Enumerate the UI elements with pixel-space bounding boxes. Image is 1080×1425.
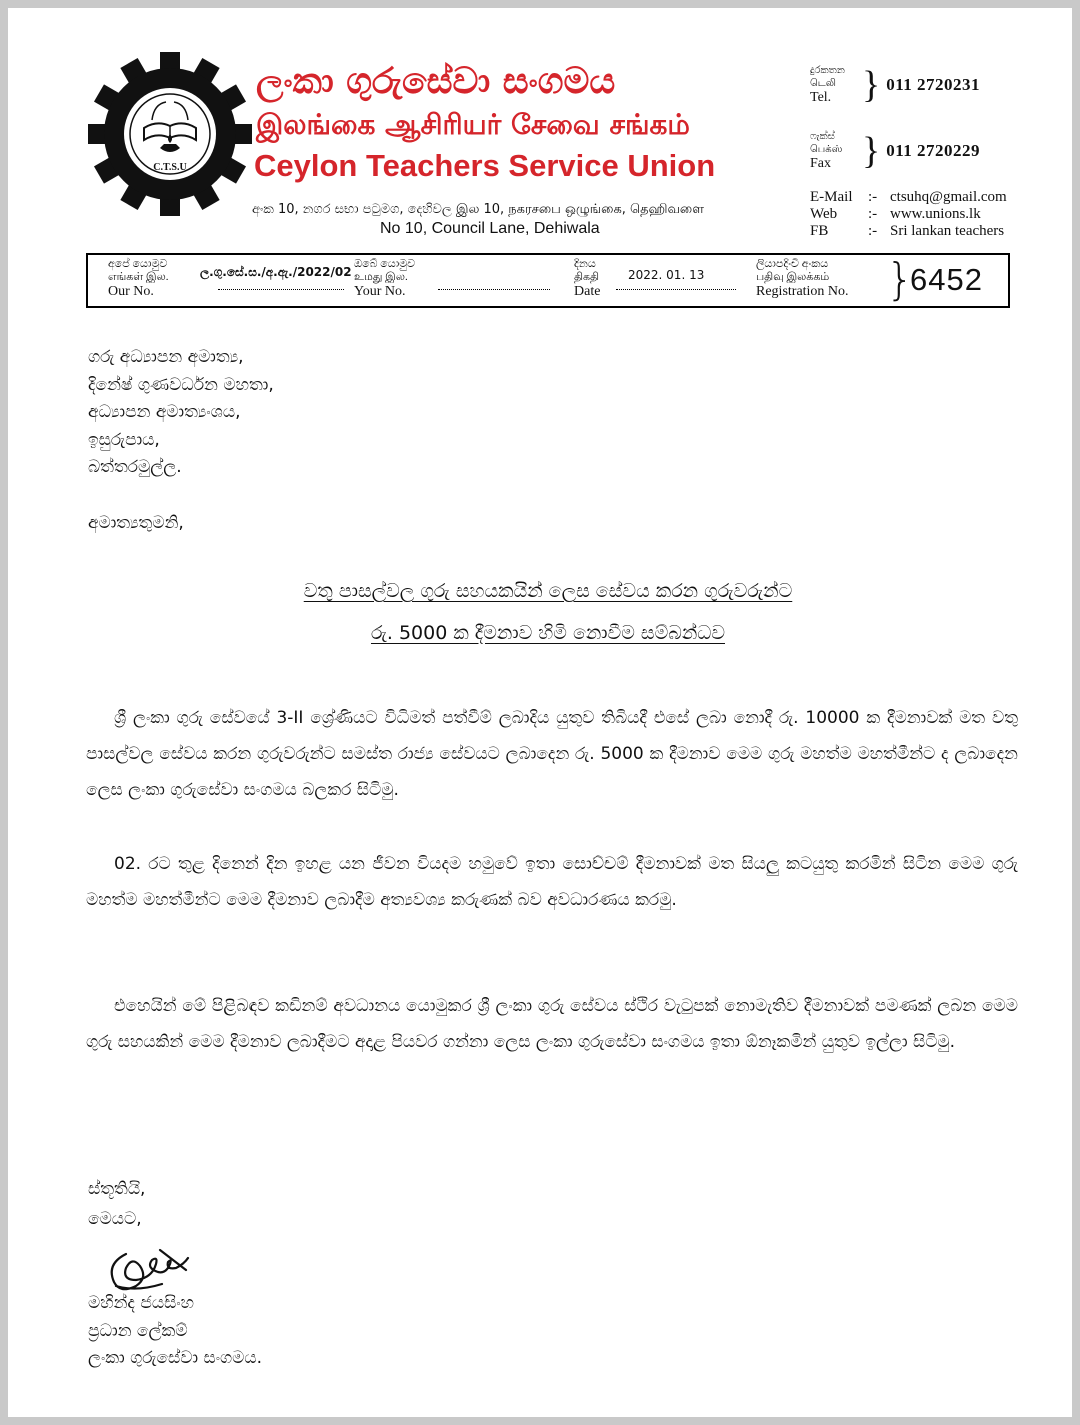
- logo-text: C.T.S.U: [153, 162, 187, 173]
- our-no-dots: [218, 289, 344, 290]
- body-paragraph-3: එහෙයින් මේ පිළිබඳව කඩිනම් අවධානය යොමුකර ශ්‍රී ලංකා ගුරු සේවය ස්ථිර වැටුපක් නොමැතිව දීමනාවක් පමණක් ලබන මෙම ගුරු සහයකින් මෙම දීමනාව ලබාදීමට අදාළ පියවර ගන්නා ලෙස ලංකා ගුරුසේවා සංගමය ඉතා ඕනෑකමින් යුතුව ඉල්ලා සිටිමු.: [86, 996, 1018, 1052]
- closing-yours: මෙයට,: [88, 1209, 142, 1229]
- org-address-local: අංක 10, නගර සභා පටුමග, දෙහිවල இல 10, நகரசபை ஒழுங்கை, தெஹிவளை: [252, 202, 704, 217]
- date-label: දිනය திகதி Date: [574, 258, 601, 299]
- reference-box: [86, 253, 1010, 308]
- recipient-line: බත්තරමුල්ල.: [88, 457, 182, 477]
- our-no-value: ල.ගු.සේ.ස./අ.ඇ./2022/02: [200, 265, 352, 279]
- email-value[interactable]: ctsuhq@gmail.com: [890, 189, 1007, 205]
- body-paragraph-2: 02. රට තුළ දිනෙන් දින ඉහළ යන ජීවන වියදම හමුවේ ඉතා සොච්චම් දීමනාවක් මත සියලු කටයුතු කරමින් සිටින මෙම ගුරු මහත්ම මහත්මීන්ට මෙම දීමනාව ලබාදීම අත්‍යවශ්‍ය කරුණක් බව අවධාරණය කරමු.: [86, 854, 1018, 910]
- recipient-line: අධ්‍යාපන අමාත්‍යංශය,: [88, 402, 241, 422]
- date-value: 2022. 01. 13: [628, 268, 705, 282]
- tel-block: [810, 64, 980, 105]
- recipient-line: දිනේෂ් ගුණවර්ධන මහතා,: [88, 374, 274, 395]
- fb-label: FB: [810, 223, 829, 239]
- closing-thanks: ස්තූතියි,: [88, 1179, 146, 1199]
- date-dots: [616, 289, 736, 290]
- our-no-label: අපේ යොමුව எங்கள் இல. Our No.: [108, 258, 169, 299]
- reg-label: ලියාපදිංචි අංකය பதிவு இலக்கம் Registration No.: [756, 258, 849, 299]
- tel-label-en: Tel.: [810, 90, 832, 105]
- registration-number: 6452: [910, 262, 983, 297]
- web-label: Web: [810, 206, 838, 222]
- org-name-tamil: இலங்கை ஆசிரியர் சேவை சங்கம்: [256, 108, 690, 141]
- brace-icon: }: [862, 63, 881, 106]
- letter-page: [8, 8, 1072, 1417]
- your-no-label: ඔබේ යොමුව உமது இல. Your No.: [354, 258, 416, 299]
- brace-icon: }: [886, 254, 914, 305]
- fb-sep: :-: [868, 223, 878, 239]
- email-label: E-Mail: [810, 189, 853, 205]
- recipient-address: [88, 344, 274, 482]
- subject-line: රු. 5000 ක දීමනාව හිමි නොවීම සම්බන්ධව: [370, 622, 725, 644]
- ctsu-logo: [88, 52, 252, 216]
- org-name-sinhala: ලංකා ගුරුසේවා සංගමය: [256, 60, 616, 102]
- web-sep: :-: [868, 206, 878, 222]
- recipient-line: ඉසුරුපාය,: [88, 429, 160, 450]
- subject-heading: [108, 570, 988, 654]
- subject-line: වතු පාසල්වල ගුරු සහයකයින් ලෙස සේවය කරන ගුරුවරුන්ට: [303, 580, 793, 602]
- fax-label-ta: பெக்ஸ்: [810, 144, 843, 155]
- org-name-english: Ceylon Teachers Service Union: [254, 148, 716, 183]
- fax-label-en: Fax: [810, 156, 831, 171]
- signer-title: ප්‍රධාන ලේකම්: [88, 1320, 188, 1341]
- your-no-dots: [438, 289, 550, 290]
- web-value[interactable]: www.unions.lk: [890, 206, 981, 222]
- salutation: අමාත්‍යතුමනි,: [88, 513, 184, 533]
- fax-number: 011 2720229: [886, 141, 981, 160]
- closing: [88, 1174, 145, 1234]
- signer-block: [88, 1290, 262, 1373]
- signer-name: මහින්ද ජයසිංහ: [88, 1293, 195, 1313]
- tel-label-si: දුරකතන: [810, 65, 845, 76]
- signer-org: ලංකා ගුරුසේවා සංගමය.: [88, 1348, 263, 1368]
- tel-label-ta: டெலி: [810, 78, 836, 89]
- recipient-line: ගරු අධ්‍යාපන අමාත්‍ය,: [88, 347, 244, 367]
- fb-value: Sri lankan teachers: [890, 223, 1005, 239]
- fax-block: [810, 130, 980, 171]
- brace-icon: }: [862, 129, 881, 172]
- email-sep: :-: [868, 189, 878, 205]
- tel-number[interactable]: 011 2720231: [886, 75, 981, 94]
- org-address-english: No 10, Council Lane, Dehiwala: [380, 220, 600, 237]
- fax-label-si: ෆැක්ස්: [810, 131, 835, 142]
- body-paragraph-1: ශ්‍රී ලංකා ගුරු සේවයේ 3-II ශ්‍රේණියට විධිමත් පත්වීම් ලබාදිය යුතුව තිබියදී එසේ ලබා නොදී රු. 10000 ක දීමනාවක් මත වතු පාසල්වල සේවය කරන ගුරුවරුන්ට සමස්ත රාජ්‍ය සේවයට ලබාදෙන රු. 5000 ක දීමනාව මෙම ගුරු මහත්ම මහත්මීන්ට ද ලබාදෙන ලෙස ලංකා ගුරුසේවා සංගමය බලකර සිටිමු.: [86, 708, 1018, 800]
- online-contacts: [810, 189, 1007, 240]
